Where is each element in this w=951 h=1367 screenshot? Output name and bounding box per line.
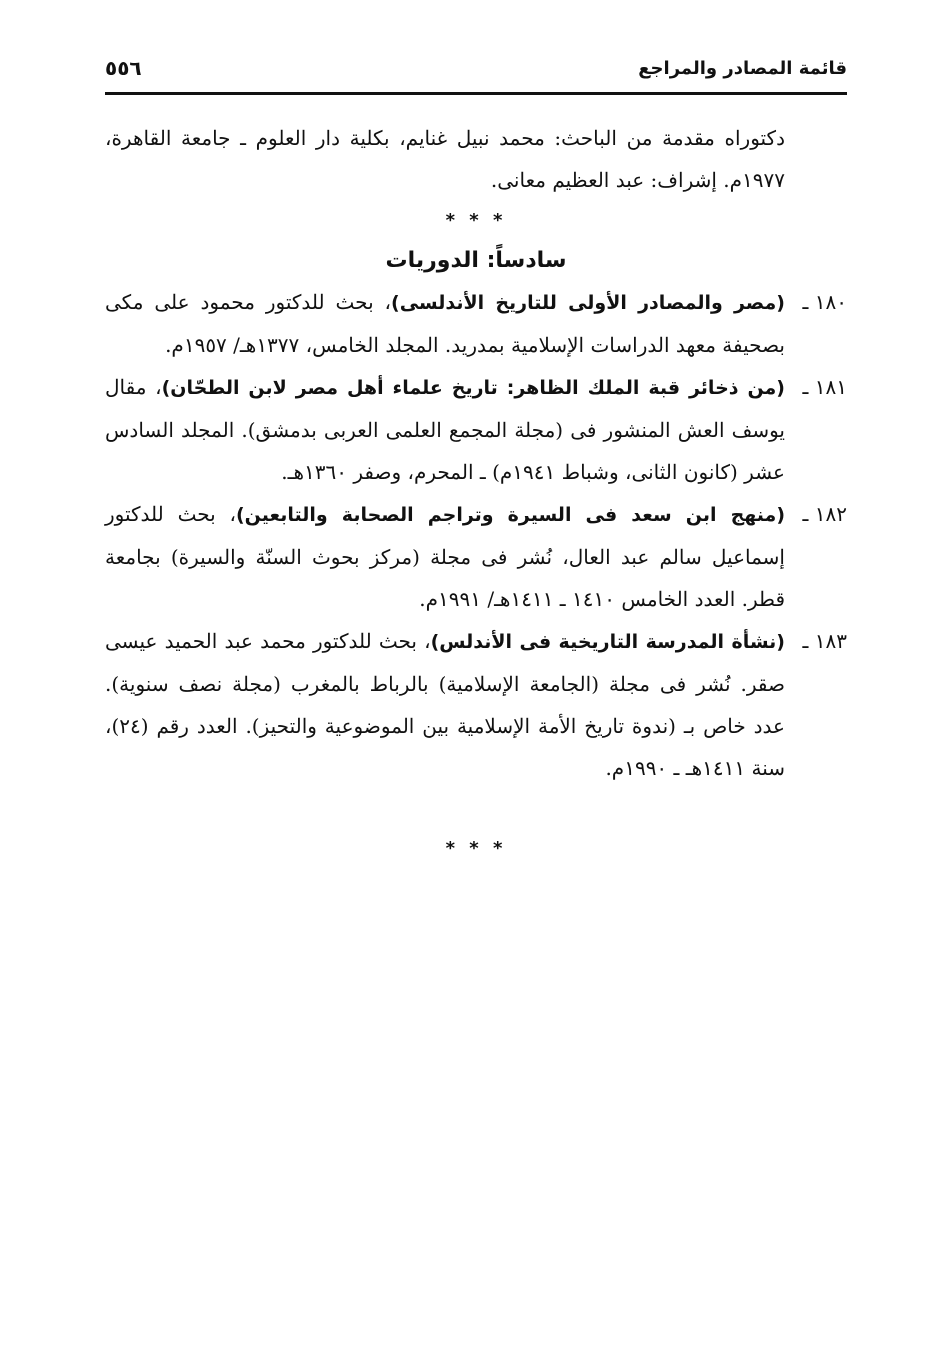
page-number: ٥٥٦ (105, 56, 142, 80)
entry-number: ١٨٢ ـ (802, 502, 847, 526)
continuation-paragraph: دكتوراه مقدمة من الباحث: محمد نبيل غنايم، بكلية دار العلوم ـ جامعة القاهرة، ١٩٧٧م. إشراف: عبد العظيم معانى. (105, 126, 785, 192)
reference-entry (105, 366, 847, 493)
book-page (105, 50, 847, 930)
separator: * * * (445, 210, 507, 231)
entry-number: ١٨٣ ـ (802, 629, 847, 653)
section-heading: سادساً: الدوريات (385, 248, 567, 273)
reference-entry (105, 281, 847, 366)
entry-number: ١٨١ ـ (802, 375, 847, 399)
entry-title: (نشأة المدرسة التاريخية فى الأندلس) (430, 631, 785, 653)
reference-entry (105, 620, 847, 789)
end-separator: * * * (445, 838, 507, 859)
running-header (105, 50, 847, 95)
reference-entry (105, 493, 847, 620)
entry-text: ، بحث للدكتور محمد عبد الحميد عيسى صقر. نُشر فى مجلة (الجامعة الإسلامية) بالرباط بالمغرب (مجلة نصف سنوية). عدد خاص بـ (ندوة تاريخ الأمة الإسلامية بين الموضوعية والتحيز). العدد رقم (٢٤)، سنة ١٤١١هـ ـ ١٩٩٠م. (105, 629, 785, 780)
page-content (105, 117, 847, 869)
entry-number: ١٨٠ ـ (802, 290, 847, 314)
entry-text: ، بحث للدكتور محمود على مكى بصحيفة معهد الدراسات الإسلامية بمدريد. المجلد الخامس، ١٣٧٧هـ/ ١٩٥٧م. (105, 290, 785, 357)
entry-title: (منهج ابن سعد فى السيرة وتراجم الصحابة والتابعين) (235, 504, 786, 526)
entry-title: (مصر والمصادر الأولى للتاريخ الأندلسى) (391, 292, 785, 314)
entry-text: ، مقال يوسف العش المنشور فى (مجلة المجمع العلمى العربى بدمشق). المجلد السادس عشر (كانون الثانى، وشباط ١٩٤١م) ـ المحرم، وصفر ١٣٦٠هـ. (105, 375, 785, 484)
header-title: قائمة المصادر والمراجع (638, 58, 847, 79)
entry-title: (من ذخائر قبة الملك الظاهر: تاريخ علماء أهل مصر لابن الطحّان) (161, 377, 785, 399)
entry-text: ، بحث للدكتور إسماعيل سالم عبد العال، نُشر فى مجلة (مركز بحوث السنّة والسيرة) بجامعة قطر. العدد الخامس ١٤١٠ ـ ١٤١١هـ/ ١٩٩١م. (105, 502, 785, 611)
